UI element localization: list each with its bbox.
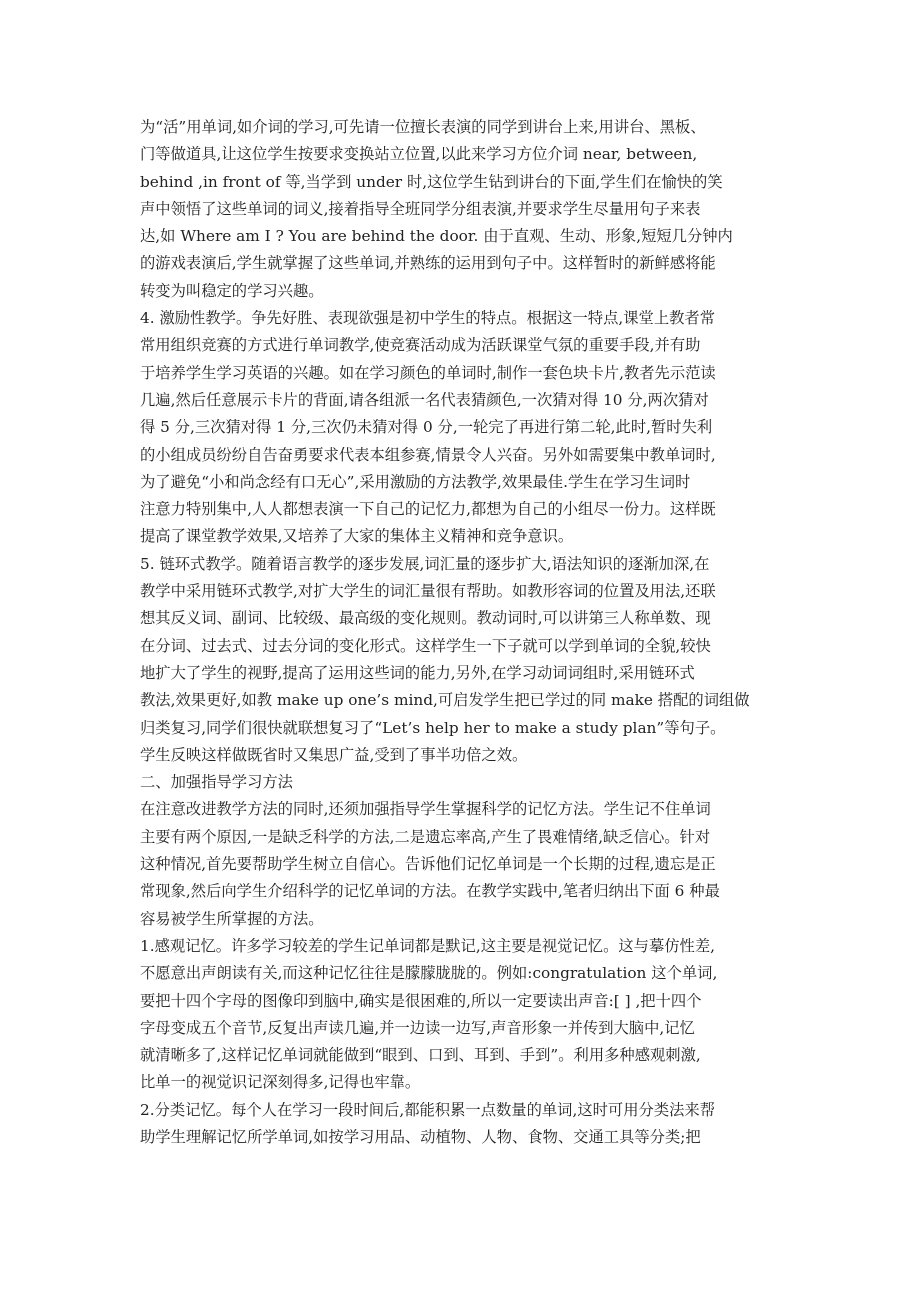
text-line: 要把十四个字母的图像印到脑中,确实是很困难的,所以一定要读出声音:[ ] ,把十四个: [140, 991, 702, 1010]
text-line: 想其反义词、副词、比较级、最高级的变化规则。教动词时,可以讲第三人称单数、现: [140, 609, 711, 628]
text-line: 这种情况,首先要帮助学生树立自信心。告诉他们记忆单词是一个长期的过程,遗忘是正: [140, 855, 716, 874]
text-line: 教法,效果更好,如教 make up one’s mind,可启发学生把已学过的同 make 搭配的词组做: [140, 691, 750, 710]
text-line: 的游戏表演后,学生就掌握了这些单词,并熟练的运用到句子中。这样暂时的新鲜感将能: [140, 254, 716, 273]
text-line: 比单一的视觉识记深刻得多,记得也牢靠。: [140, 1073, 421, 1092]
text-line: 在分词、过去式、过去分词的变化形式。这样学生一下子就可以学到单词的全貌,较快: [140, 636, 711, 655]
text-line: 常现象,然后向学生介绍科学的记忆单词的方法。在教学实践中,笔者归纳出下面 6 种最: [140, 882, 720, 901]
text-line: 地扩大了学生的视野,提高了运用这些词的能力,另外,在学习动词词组时,采用链环式: [140, 663, 695, 682]
text-line: 达,如 Where am I ? You are behind the door. 由于直观、生动、形象,短短几分钟内: [140, 227, 733, 246]
text-line: 4. 激励性教学。争先好胜、表现欲强是初中学生的特点。根据这一特点,课堂上教者常: [140, 309, 716, 328]
text-line: behind ,in front of 等,当学到 under 时,这位学生钻到讲台的下面,学生们在愉快的笑: [140, 172, 723, 191]
text-line: 得 5 分,三次猜对得 1 分,三次仍未猜对得 0 分,一轮完了再进行第二轮,此时,暂时失利: [140, 418, 713, 437]
text-line: 不愿意出声朗读有关,而这种记忆往往是朦朦胧胧的。例如:congratulation 这个单词,: [140, 964, 718, 983]
text-line: 教学中采用链环式教学,对扩大学生的词汇量很有帮助。如教形容词的位置及用法,还联: [140, 582, 716, 601]
text-line: 学生反映这样做既省时又集思广益,受到了事半功倍之效。: [140, 745, 528, 764]
document-body: [140, 114, 790, 1151]
text-line: 于培养学生学习英语的兴趣。如在学习颜色的单词时,制作一套色块卡片,教者先示范读: [140, 363, 716, 382]
text-line: 的小组成员纷纷自告奋勇要求代表本组参赛,情景令人兴奋。另外如需要集中教单词时,: [140, 445, 716, 464]
text-line: 就清晰多了,这样记忆单词就能做到“眼到、口到、耳到、手到”。利用多种感观刺激,: [140, 1046, 701, 1065]
text-line: 常用组织竞赛的方式进行单词教学,使竞赛活动成为活跃课堂气氛的重要手段,并有助: [140, 336, 701, 355]
text-line: 注意力特别集中,人人都想表演一下自己的记忆力,都想为自己的小组尽一份力。这样既: [140, 500, 716, 519]
text-line: 2.分类记忆。每个人在学习一段时间后,都能积累一点数量的单词,这时可用分类法来帮: [140, 1100, 716, 1119]
text-line: 容易被学生所掌握的方法。: [140, 909, 324, 928]
text-line: 在注意改进教学方法的同时,还须加强指导学生掌握科学的记忆方法。学生记不住单词: [140, 800, 711, 819]
text-line: 5. 链环式教学。随着语言教学的逐步发展,词汇量的逐步扩大,语法知识的逐渐加深,在: [140, 554, 710, 573]
text-line: 转变为叫稳定的学习兴趣。: [140, 281, 324, 300]
text-line: 主要有两个原因,一是缺乏科学的方法,二是遗忘率高,产生了畏难情绪,缺乏信心。针对: [140, 827, 711, 846]
text-line: 为“活”用单词,如介词的学习,可先请一位擅长表演的同学到讲台上来,用讲台、黑板、: [140, 118, 706, 136]
text-line: 提高了课堂教学效果,又培养了大家的集体主义精神和竞争意识。: [140, 527, 574, 546]
text-line: 为了避免“小和尚念经有口无心”,采用激励的方法教学,效果最佳.学生在学习生词时: [140, 472, 691, 491]
text-line: 门等做道具,让这位学生按要求变换站立位置,以此来学习方位介词 near, between,: [140, 145, 698, 164]
text-line: 助学生理解记忆所学单词,如按学习用品、动植物、人物、食物、交通工具等分类;把: [140, 1127, 701, 1146]
text-line: 几遍,然后任意展示卡片的背面,请各组派一名代表猜颜色,一次猜对得 10 分,两次猜对: [140, 390, 709, 409]
text-line: 1.感观记忆。许多学习较差的学生记单词都是默记,这主要是视觉记忆。这与摹仿性差,: [140, 936, 716, 955]
text-line: 归类复习,同学们很快就联想复习了“Let’s help her to make a study plan”等句子。: [140, 718, 726, 737]
section-heading: 二、加强指导学习方法: [140, 773, 293, 792]
text-line: 字母变成五个音节,反复出声读几遍,并一边读一边写,声音形象一并传到大脑中,记忆: [140, 1018, 695, 1037]
text-line: 声中领悟了这些单词的词义,接着指导全班同学分组表演,并要求学生尽量用句子来表: [140, 199, 701, 218]
